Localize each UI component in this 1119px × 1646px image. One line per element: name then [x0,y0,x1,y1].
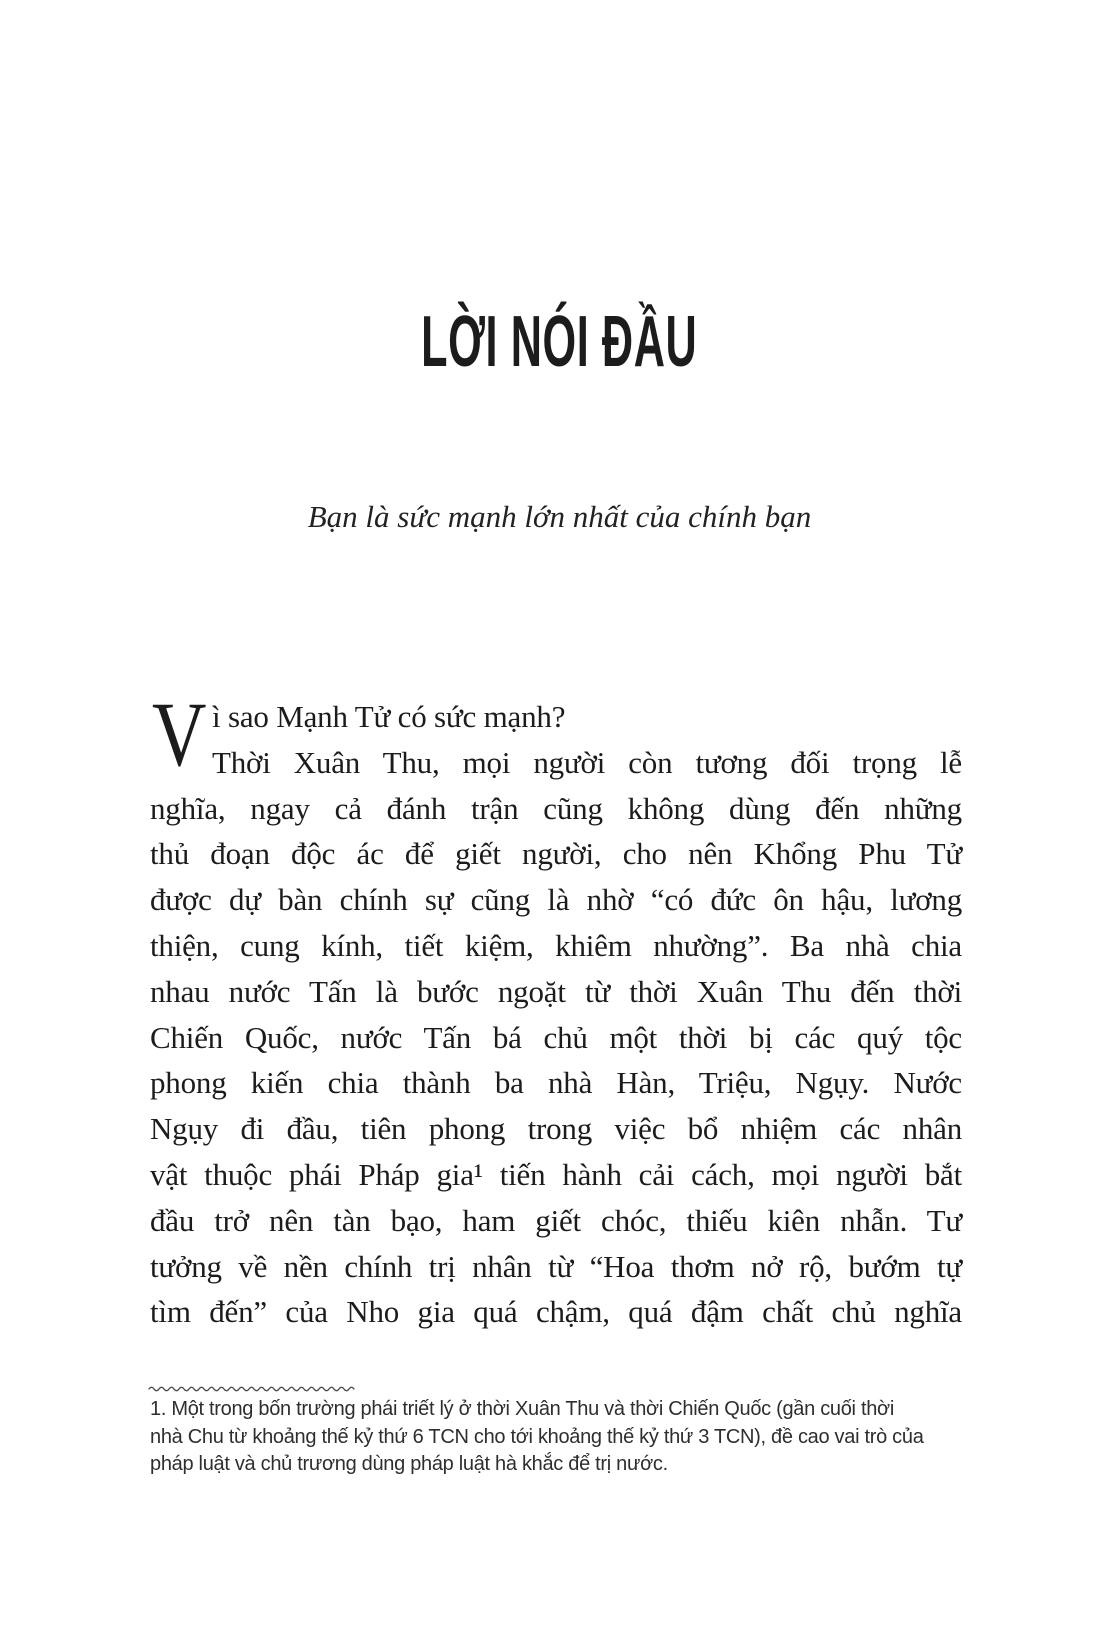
body-line: đầu trở nên tàn bạo, ham giết chóc, thiếu kiên nhẫn. Tư [150,1202,962,1238]
footnote-line: nhà Chu từ khoảng thế kỷ thứ 6 TCN cho tới khoảng thế kỷ thứ 3 TCN), đề cao vai trò của [150,1425,924,1448]
body-line: phong kiến chia thành ba nhà Hàn, Triệu, Ngụy. Nước [150,1065,962,1101]
footnote [150,1396,980,1479]
body-line: Ngụy đi đầu, tiên phong trong việc bổ nhiệm các nhân [150,1111,962,1147]
body-line: tưởng về nền chính trị nhân từ “Hoa thơm nở rộ, bướm tự [150,1248,962,1284]
body-line: vật thuộc phái Pháp gia¹ tiến hành cải cách, mọi người bắt [150,1156,962,1192]
chapter-title-text: LỜI NÓI ĐẦU [421,302,698,382]
footnote-line: 1. Một trong bốn trường phái triết lý ở thời Xuân Thu và thời Chiến Quốc (gần cuối thời [150,1398,894,1420]
drop-cap: V [152,683,207,785]
body-line: ì sao Mạnh Tử có sức mạnh? [212,699,566,734]
footnote-separator-wavy-line [148,1383,360,1395]
body-line: thủ đoạn độc ác để giết người, cho nên Khổng Phu Tử [150,836,962,872]
body-line: tìm đến” của Nho gia quá chậm, quá đậm chất chủ nghĩa [150,1294,962,1330]
chapter-subtitle: Bạn là sức mạnh lớn nhất của chính bạn [307,499,812,534]
body-line: Chiến Quốc, nước Tấn bá chủ một thời bị các quý tộc [150,1019,962,1055]
body-line: nghĩa, ngay cả đánh trận cũng không dùng đến những [150,790,962,826]
body-line: nhau nước Tấn là bước ngoặt từ thời Xuân Thu đến thời [150,973,962,1009]
footnote-line: pháp luật và chủ trương dùng pháp luật hà khắc để trị nước. [150,1453,668,1475]
body-line: thiện, cung kính, tiết kiệm, khiêm nhường”. Ba nhà chia [150,927,962,963]
body-text [150,683,962,1335]
chapter-title [0,302,1119,398]
body-line: Thời Xuân Thu, mọi người còn tương đối trọng lễ [212,744,962,780]
body-line: được dự bàn chính sự cũng là nhờ “có đức ôn hậu, lương [150,882,962,918]
